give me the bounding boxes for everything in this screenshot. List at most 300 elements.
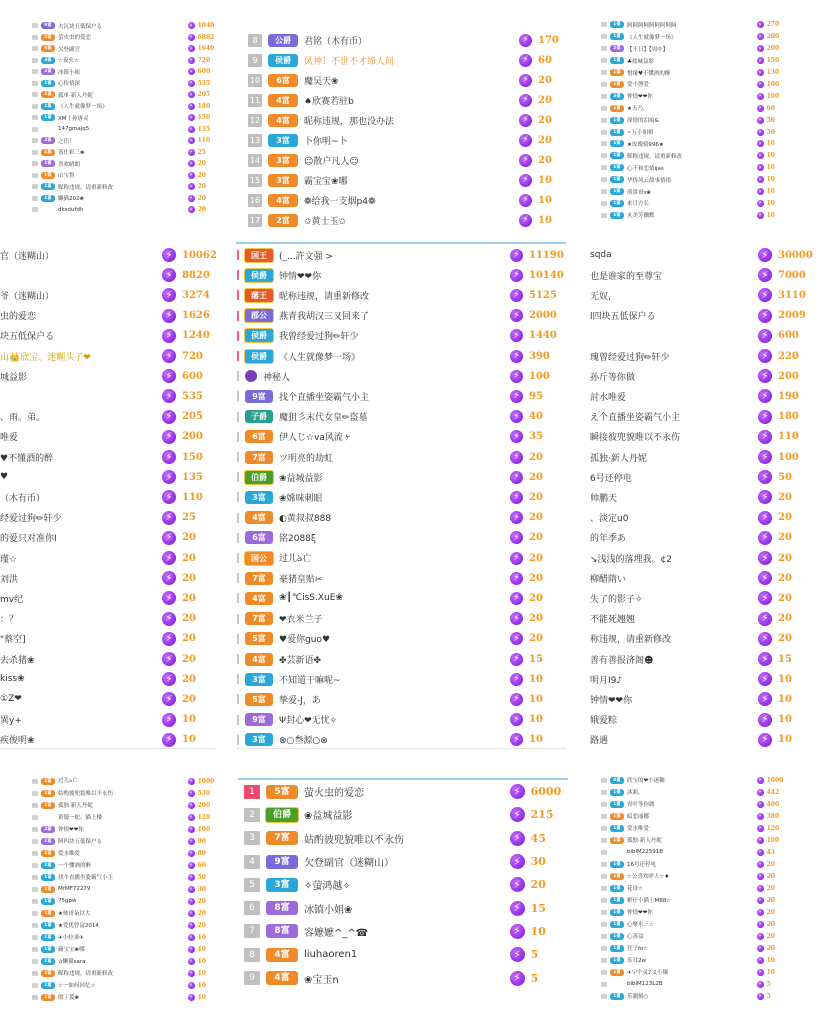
list-item[interactable] [28,871,218,883]
list-item[interactable] [28,135,218,147]
list-item[interactable] [28,78,218,90]
list-item[interactable] [590,265,812,285]
list-item[interactable] [590,669,812,689]
list-item[interactable] [590,366,812,386]
list-item[interactable] [237,568,563,588]
row-marker-icon [601,874,607,879]
user-name: 蓋仕彩三❀ [58,150,85,157]
list-item[interactable] [28,907,218,919]
list-item[interactable] [28,66,218,78]
list-item[interactable] [590,306,812,326]
coin-value: 20 [182,693,196,705]
rank-badge: 5富 [41,34,55,41]
list-item[interactable] [237,588,563,608]
list-item[interactable] [597,798,787,810]
list-item[interactable] [28,181,218,193]
coin-icon: ⚡ [162,470,176,484]
list-item[interactable] [242,210,572,230]
list-item[interactable] [28,955,218,967]
list-item[interactable] [597,966,787,978]
list-item[interactable] [597,846,787,858]
list-item[interactable] [597,79,787,91]
list-item[interactable] [597,810,787,822]
list-item[interactable] [238,966,568,989]
list-item[interactable] [597,906,787,918]
list-item[interactable] [0,346,216,366]
list-item[interactable] [28,775,218,787]
list-item[interactable] [0,447,216,467]
coin-icon: ⚡ [162,511,176,525]
list-item[interactable] [237,285,563,305]
list-item[interactable] [0,548,216,568]
list-item[interactable] [597,43,787,55]
rank-badge: 1富 [41,982,55,989]
list-item[interactable] [597,162,787,174]
list-item[interactable] [242,110,572,130]
coin-icon: ⚡ [162,389,176,403]
list-item[interactable] [590,467,812,487]
panel-mid-right [590,243,812,748]
coin-value: 8820 [182,269,210,281]
user-name: 卜你明~卜 [304,136,348,147]
list-item[interactable] [597,102,787,114]
user-name: 冰镇小姐 [58,69,81,76]
list-item[interactable] [237,447,563,467]
user-name: 钟情❤❤你 [627,94,653,101]
user-name: 华侨风云故事情绪 [627,177,672,184]
list-item[interactable] [238,850,568,873]
list-item[interactable] [0,689,216,709]
row-accent-mark [237,391,239,401]
user-name: 【不日】【周中】 [627,46,669,53]
user-name: 萤火虫的爱恋 [304,788,364,800]
list-item[interactable] [0,508,216,528]
panel-divider [0,748,216,749]
list-item[interactable] [590,245,812,265]
list-item[interactable] [28,991,218,1003]
user-name: 唯爱 [0,433,19,444]
list-item[interactable] [590,346,812,366]
row-marker-icon [601,922,607,927]
list-item[interactable] [0,730,216,750]
coin-icon: ⚡ [758,945,762,951]
coin-icon: ⚡ [758,993,762,999]
list-item[interactable] [28,20,218,32]
coin-icon: ⚡ [519,94,532,107]
list-item[interactable] [28,193,218,205]
list-item[interactable] [597,31,787,43]
rank-badge: 1富 [610,188,624,195]
list-item[interactable] [597,138,787,150]
rank-number: 5 [244,878,260,892]
rank-badge: 9富 [245,390,273,403]
row-accent-mark [237,290,239,300]
list-item[interactable] [597,774,787,786]
list-item[interactable] [28,32,218,44]
list-item[interactable] [28,919,218,931]
user-name: ☆夜火☆ [58,58,79,65]
list-item[interactable] [590,730,812,750]
row-accent-mark [237,694,239,704]
list-item[interactable] [0,649,216,669]
rank-badge: 1富 [41,898,55,905]
list-item[interactable] [237,487,563,507]
rank-badge: 1富 [610,105,624,112]
list-item[interactable] [597,174,787,186]
user-name: 我曾经爱过狗✏轩少 [279,332,359,343]
list-item[interactable] [590,427,812,447]
list-item[interactable] [238,827,568,850]
coin-value: 1000 [197,777,215,785]
list-item[interactable] [237,326,563,346]
list-item[interactable] [590,629,812,649]
list-item[interactable] [590,508,812,528]
list-item[interactable] [237,346,563,366]
list-item[interactable] [28,158,218,170]
user-name: 去杀猪❀ [0,655,35,666]
list-item[interactable] [0,245,216,265]
coin-value: 20 [182,592,196,604]
coin-icon: ⚡ [510,807,525,822]
list-item[interactable] [28,170,218,182]
list-item[interactable] [238,780,568,803]
list-item[interactable] [238,920,568,943]
coin-icon: ⚡ [162,571,176,585]
list-item[interactable] [597,942,787,954]
coin-value: 400 [766,800,780,808]
list-item[interactable] [242,50,572,70]
list-item[interactable] [28,811,218,823]
list-item[interactable] [597,114,787,126]
list-item[interactable] [237,730,563,750]
list-item[interactable] [590,710,812,730]
coin-value: 20 [529,512,543,524]
list-item[interactable] [28,967,218,979]
list-item[interactable] [28,89,218,101]
coin-value: 20 [538,134,552,146]
coin-value: 1640 [197,45,215,53]
list-item[interactable] [0,487,216,507]
rank-badge: 1富 [41,149,55,156]
list-item[interactable] [597,870,787,882]
user-name: ★帅哥朵以大 [58,911,91,917]
coin-icon: ⚡ [758,117,762,124]
list-item[interactable] [597,882,787,894]
coin-value: 600 [182,370,203,382]
coin-value: 20 [529,613,543,625]
coin-value: 20 [197,183,206,191]
coin-value: 10 [538,194,552,206]
list-item[interactable] [237,467,563,487]
panel-mid-center [237,243,563,748]
rank-badge: 4富 [245,511,273,524]
rank-badge: 1富 [41,862,55,869]
coin-value: 20 [766,932,775,940]
list-item[interactable] [28,204,218,216]
list-item[interactable] [597,918,787,930]
user-name: ✤芸新语✤ [279,655,322,666]
list-item[interactable] [597,126,787,138]
list-item[interactable] [0,669,216,689]
row-accent-mark [237,250,239,260]
coin-value: 50 [197,873,206,881]
coin-value: 120 [197,813,211,821]
list-item[interactable] [0,285,216,305]
list-item[interactable] [590,588,812,608]
coin-icon: ⚡ [510,653,523,666]
user-name: 过儿ঌ亡 [279,553,312,564]
list-item[interactable] [590,447,812,467]
rank-number: 3 [244,831,260,845]
list-item[interactable] [597,930,787,942]
rank-badge: 9富 [245,713,273,726]
panel-bottom-right-small [597,772,787,1004]
rank-badge: 1富 [610,21,624,28]
coin-value: 270 [766,21,780,29]
list-item[interactable] [590,689,812,709]
coin-value: 10 [530,924,546,938]
list-item[interactable] [597,198,787,210]
list-item[interactable] [597,19,787,31]
coin-icon: ⚡ [189,57,193,64]
user-name: 虫的爱恋 [0,312,37,323]
list-item[interactable] [238,943,568,966]
mystery-user-icon [245,370,257,382]
coin-icon: ⚡ [510,410,523,423]
coin-icon: ⚡ [189,137,193,144]
coin-icon: ⚡ [758,164,762,171]
list-item[interactable] [237,427,563,447]
list-item[interactable] [597,954,787,966]
list-item[interactable] [597,834,787,846]
list-item[interactable] [0,609,216,629]
list-item[interactable] [0,568,216,588]
list-item[interactable] [590,609,812,629]
rank-badge: 伯爵 [266,808,298,822]
coin-value: 20 [529,532,543,544]
list-item[interactable] [590,386,812,406]
list-item[interactable] [237,649,563,669]
user-name: 铭2088ξ [279,534,316,545]
row-accent-mark [237,654,239,664]
list-item[interactable] [0,366,216,386]
list-item[interactable] [237,689,563,709]
coin-value: 15 [778,653,792,665]
list-item[interactable] [28,101,218,113]
coin-icon: ⚡ [758,369,772,383]
user-name: 懒猫202❀ [58,196,85,203]
coin-icon: ⚡ [758,490,772,504]
list-item[interactable] [590,326,812,346]
list-item[interactable] [590,528,812,548]
user-name: mv纪 [0,594,24,605]
coin-icon: ⚡ [758,909,762,915]
list-item[interactable] [237,669,563,689]
list-item[interactable] [237,609,563,629]
coin-value: 20 [182,653,196,665]
user-name: 欣宝的❤小迷糊 [627,778,665,784]
rank-badge: 1富 [41,91,55,98]
coin-icon: ⚡ [189,160,193,167]
list-item[interactable] [597,822,787,834]
rank-badge [41,814,55,821]
user-name: 昵称违规，那也没办法 [304,116,395,127]
coin-icon: ⚡ [758,885,762,891]
row-marker-icon [32,173,38,178]
rank-badge: 3富 [610,93,624,100]
list-item[interactable] [0,386,216,406]
list-item[interactable] [597,978,787,990]
list-item[interactable] [242,130,572,150]
coin-value: 180 [778,411,799,423]
list-item[interactable] [597,858,787,870]
coin-value: 150 [182,451,203,463]
coin-icon: ⚡ [758,470,772,484]
user-name: 过儿ঌ亡 [58,778,78,784]
list-item[interactable] [0,710,216,730]
list-item[interactable] [590,548,812,568]
list-item[interactable] [590,487,812,507]
list-item[interactable] [28,43,218,55]
list-item[interactable] [242,90,572,110]
user-name: 瑾☆ [0,554,18,565]
list-item[interactable] [0,588,216,608]
list-item[interactable] [242,170,572,190]
list-item[interactable] [28,787,218,799]
list-item[interactable] [597,209,787,221]
list-item[interactable] [597,786,787,798]
coin-value: 1440 [529,330,557,342]
row-accent-mark [237,735,239,745]
list-item[interactable] [597,67,787,79]
coin-icon: ⚡ [162,632,176,646]
list-item[interactable] [238,873,568,896]
user-name: 善有善报济阁☻ [590,655,654,666]
list-item[interactable] [0,265,216,285]
list-item[interactable] [597,150,787,162]
coin-icon: ⚡ [510,471,523,484]
coin-value: 20 [197,194,206,202]
coin-value: 1000 [766,776,784,784]
list-item[interactable] [237,710,563,730]
list-item[interactable] [242,30,572,50]
list-item[interactable] [28,124,218,136]
coin-value: 20 [529,592,543,604]
coin-icon: ⚡ [758,733,772,747]
coin-value: 5 [530,948,539,962]
list-item[interactable] [28,943,218,955]
panel-bottom-left-small [28,773,218,1005]
coin-value: 60 [538,54,552,66]
list-item[interactable] [28,147,218,159]
coin-value: 2000 [529,310,557,322]
row-marker-icon [32,184,38,189]
list-item[interactable] [237,407,563,427]
list-item[interactable] [242,150,572,170]
panel-top-border [238,778,568,780]
user-name: ✈宁个灵♪义小爆 [627,970,669,976]
rank-number: 12 [249,115,261,125]
list-item[interactable] [0,306,216,326]
row-marker-icon [601,70,607,75]
list-item[interactable] [242,190,572,210]
row-marker-icon [32,851,38,856]
list-item[interactable] [237,245,563,265]
coin-value: 10 [197,969,206,977]
list-item[interactable] [237,386,563,406]
coin-icon: ⚡ [189,149,193,156]
list-item[interactable] [28,931,218,943]
list-item[interactable] [237,548,563,568]
list-item[interactable] [237,366,563,386]
list-item[interactable] [590,649,812,669]
list-item[interactable] [0,326,216,346]
coin-icon: ⚡ [758,825,762,831]
list-item[interactable] [597,990,787,1002]
list-item[interactable] [28,895,218,907]
row-accent-mark [237,371,239,381]
list-item[interactable] [28,823,218,835]
list-item[interactable] [237,528,563,548]
list-item[interactable] [28,883,218,895]
list-item[interactable] [237,265,563,285]
list-item[interactable] [28,799,218,811]
list-item[interactable] [597,894,787,906]
list-item[interactable] [28,112,218,124]
coin-value: 20 [182,633,196,645]
rank-badge: 1富 [610,129,624,136]
list-item[interactable] [28,859,218,871]
list-item[interactable] [28,55,218,67]
list-item[interactable] [237,306,563,326]
list-item[interactable] [0,629,216,649]
list-item[interactable] [237,508,563,528]
user-name: ✩黄士玉✩ [304,216,347,227]
user-name: 16号还停电 [627,862,656,868]
list-item[interactable] [242,70,572,90]
list-item[interactable] [237,629,563,649]
list-item[interactable] [590,568,812,588]
list-item[interactable] [590,407,812,427]
list-item[interactable] [0,407,216,427]
row-marker-icon [32,863,38,868]
list-item[interactable] [590,285,812,305]
list-item[interactable] [238,803,568,826]
row-marker-icon [601,814,607,819]
coin-value: 110 [182,491,203,503]
list-item[interactable] [0,528,216,548]
list-item[interactable] [238,897,568,920]
list-item[interactable] [28,847,218,859]
coin-value: 10 [529,693,543,705]
coin-icon: ⚡ [162,309,176,323]
coin-icon: ⚡ [519,74,532,87]
list-item[interactable] [597,90,787,102]
list-item[interactable] [0,467,216,487]
coin-value: 10 [529,734,543,746]
list-item[interactable] [0,427,216,447]
rank-badge: 7富 [245,612,273,625]
coin-value: 120 [766,824,780,832]
row-marker-icon [32,839,38,844]
list-item[interactable] [28,979,218,991]
row-marker-icon [601,46,607,51]
list-item[interactable] [597,186,787,198]
list-item[interactable] [597,55,787,67]
coin-value: 100 [778,451,799,463]
coin-icon: ⚡ [189,790,193,796]
list-item[interactable] [28,835,218,847]
